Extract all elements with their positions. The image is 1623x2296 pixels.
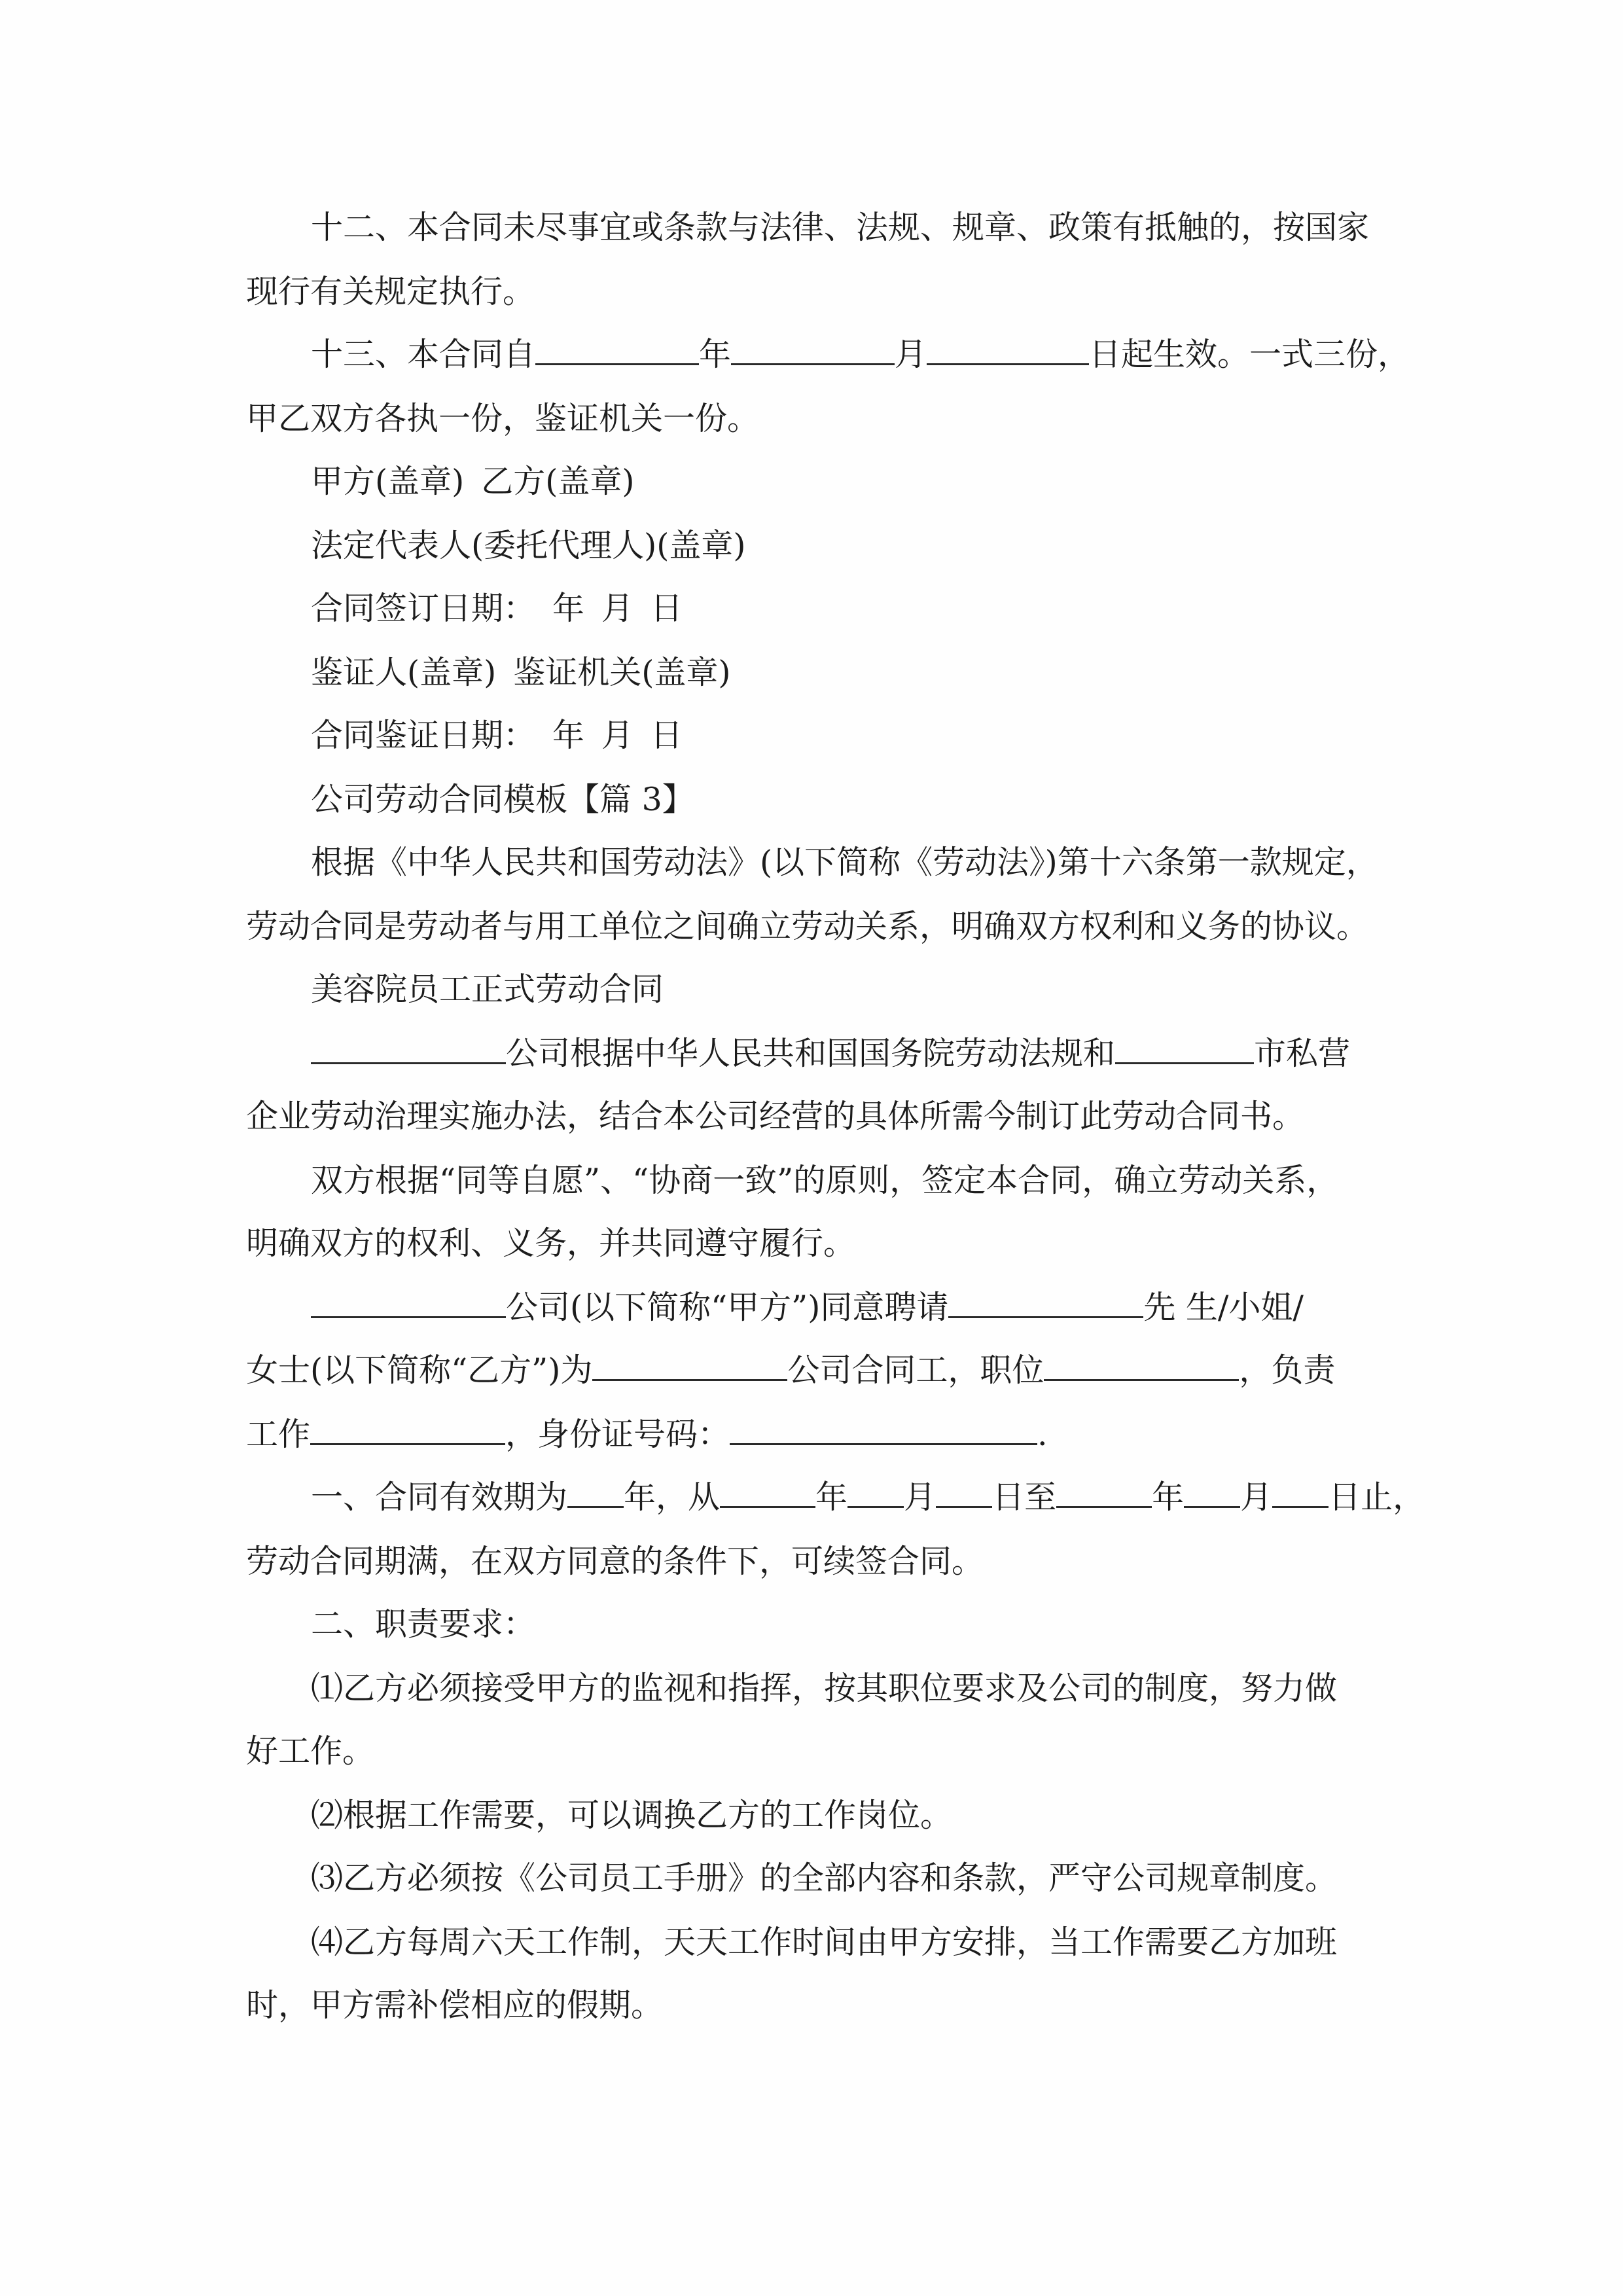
duty-4-line-1 — [311, 1922, 1337, 1964]
verify-date-day: 日 — [651, 717, 683, 754]
signature-parties-line — [311, 461, 634, 503]
hiring-company-blank — [311, 1287, 506, 1318]
verify-date-month: 月 — [601, 717, 634, 754]
hire-text-h: . — [1037, 1416, 1048, 1453]
hire-line-1 — [311, 1287, 1304, 1329]
effective-month-blank — [731, 334, 895, 365]
intro-text-1: 根据《中华人民共和国劳动法》(以下简称《劳动法》)第十六条第一款规定， — [311, 844, 1378, 881]
start-day-blank — [936, 1477, 992, 1508]
clause-12-text-2: 现行有关规定执行。 — [246, 273, 535, 310]
end-day-blank — [1272, 1477, 1329, 1508]
effective-day-blank — [927, 334, 1089, 365]
clause-13-text-d: 日起生效。一式三份， — [1089, 336, 1410, 373]
clause-12-line-2 — [246, 271, 535, 313]
city-name-blank — [1115, 1033, 1254, 1064]
hire-text-g: ，身份证号码： — [505, 1416, 730, 1453]
work-blank — [310, 1414, 505, 1445]
hire-line-2 — [246, 1350, 1335, 1391]
clause-13-year-label: 年 — [699, 336, 732, 373]
verify-date-year: 年 — [552, 717, 585, 754]
sign-date-line — [311, 588, 683, 630]
principle-text-2: 明确双方的权利、义务，并共同遵守履行。 — [246, 1225, 856, 1262]
verify-date-label: 合同鉴证日期： — [311, 717, 536, 754]
company-name-blank — [311, 1033, 506, 1064]
duty-4-text-2: 时，甲方需补偿相应的假期。 — [246, 1986, 664, 2024]
verify-date-line — [311, 715, 683, 757]
duty-1-line-1 — [311, 1668, 1337, 1710]
sign-date-day: 日 — [651, 590, 683, 627]
term-text-e: 日至 — [992, 1479, 1057, 1516]
hire-line-3 — [246, 1414, 1048, 1456]
start-year-blank — [720, 1477, 815, 1508]
employee-name-blank — [948, 1287, 1143, 1318]
section-title: 公司劳动合同模板【篇 3】 — [311, 781, 694, 818]
verifier-line — [311, 652, 730, 694]
preamble-text-2: 企业劳动治理实施办法，结合本公司经营的具体所需今制订此劳动合同书。 — [246, 1098, 1305, 1135]
sign-date-year: 年 — [552, 590, 585, 627]
end-month-blank — [1184, 1477, 1240, 1508]
term-text-b: 年，从 — [624, 1479, 721, 1516]
clause-13-line-1 — [311, 334, 1410, 376]
duty-1-text-2: 好工作。 — [246, 1732, 375, 1770]
intro-line-1 — [311, 842, 1378, 884]
term-text-a: 一、合同有效期为 — [311, 1479, 568, 1516]
duty-2-text: ⑵根据工作需要，可以调换乙方的工作岗位。 — [311, 1797, 953, 1834]
clause-13-line-2 — [246, 398, 759, 440]
term-text-d: 月 — [904, 1479, 936, 1516]
duty-3-line — [311, 1857, 1337, 1899]
principle-text-1: 双方根据“同等自愿”、“协商一致”的原则，签定本合同，确立劳动关系， — [311, 1162, 1339, 1199]
duty-1-line-2 — [246, 1731, 374, 1772]
hire-text-c: 女士(以下简称“乙方”)为 — [246, 1352, 593, 1389]
end-year-blank — [1056, 1477, 1152, 1508]
hire-text-e: ，负责 — [1239, 1352, 1336, 1389]
contract-title: 美容院员工正式劳动合同 — [311, 971, 664, 1008]
principle-line-2 — [246, 1223, 855, 1265]
position-blank — [1044, 1350, 1239, 1381]
id-number-blank — [730, 1414, 1037, 1445]
clause-13-text-2: 甲乙双方各执一份，鉴证机关一份。 — [246, 400, 760, 437]
duty-3-text: ⑶乙方必须按《公司员工手册》的全部内容和条款，严守公司规章制度。 — [311, 1859, 1338, 1897]
party-b-seal: 乙方(盖章) — [481, 463, 635, 500]
duty-4-text-1: ⑷乙方每周六天工作制，天天工作时间由甲方安排，当工作需要乙方加班 — [311, 1924, 1338, 1961]
term-text-2: 劳动合同期满，在双方同意的条件下，可续签合同。 — [246, 1543, 984, 1580]
preamble-text-a: 公司根据中华人民共和国国务院劳动法规和 — [506, 1035, 1116, 1072]
hire-text-a: 公司(以下简称“甲方”)同意聘请 — [506, 1289, 949, 1326]
duty-2-line — [311, 1795, 952, 1837]
hire-text-b: 先 生/小姐/ — [1143, 1289, 1304, 1326]
section-title-line — [311, 779, 694, 821]
verifier-seal: 鉴证人(盖章) — [311, 654, 497, 691]
term-line-1 — [311, 1477, 1425, 1518]
term-years-blank — [567, 1477, 624, 1508]
duty-4-line-2 — [246, 1984, 663, 2026]
contract-title-line — [311, 969, 664, 1011]
hire-text-f: 工作 — [246, 1416, 311, 1453]
effective-year-blank — [535, 334, 699, 365]
intro-line-2 — [246, 906, 1368, 948]
hire-text-d: 公司合同工，职位 — [787, 1352, 1044, 1389]
term-text-h: 日止， — [1329, 1479, 1425, 1516]
clause-13-text-a: 十三、本合同自 — [311, 336, 536, 373]
term-line-2 — [246, 1541, 984, 1583]
term-text-c: 年 — [815, 1479, 848, 1516]
start-month-blank — [847, 1477, 904, 1508]
sign-date-label: 合同签订日期： — [311, 590, 536, 627]
sign-date-month: 月 — [601, 590, 634, 627]
party-a-seal: 甲方(盖章) — [311, 463, 465, 500]
legal-rep-line — [311, 525, 745, 567]
duties-heading-line — [311, 1604, 535, 1645]
clause-13-month-label: 月 — [895, 336, 927, 373]
clause-12-text-1: 十二、本合同未尽事宜或条款与法律、法规、规章、政策有抵触的，按国家 — [311, 209, 1370, 246]
legal-rep-seal: 法定代表人(委托代理人)(盖章) — [311, 527, 746, 564]
term-text-f: 年 — [1152, 1479, 1185, 1516]
preamble-text-b: 市私营 — [1254, 1035, 1351, 1072]
principle-line-1 — [311, 1160, 1338, 1202]
verification-authority-seal: 鉴证机关(盖章) — [513, 654, 731, 691]
clause-12-line-1 — [311, 207, 1369, 249]
preamble-line-2 — [246, 1096, 1304, 1138]
contract-company-blank — [592, 1350, 787, 1381]
duties-heading: 二、职责要求： — [311, 1605, 536, 1643]
intro-text-2: 劳动合同是劳动者与用工单位之间确立劳动关系，明确双方权利和义务的协议。 — [246, 908, 1369, 945]
preamble-line-1 — [311, 1033, 1350, 1075]
term-text-g: 月 — [1240, 1479, 1273, 1516]
duty-1-text-1: ⑴乙方必须接受甲方的监视和指挥，按其职位要求及公司的制度，努力做 — [311, 1670, 1338, 1707]
